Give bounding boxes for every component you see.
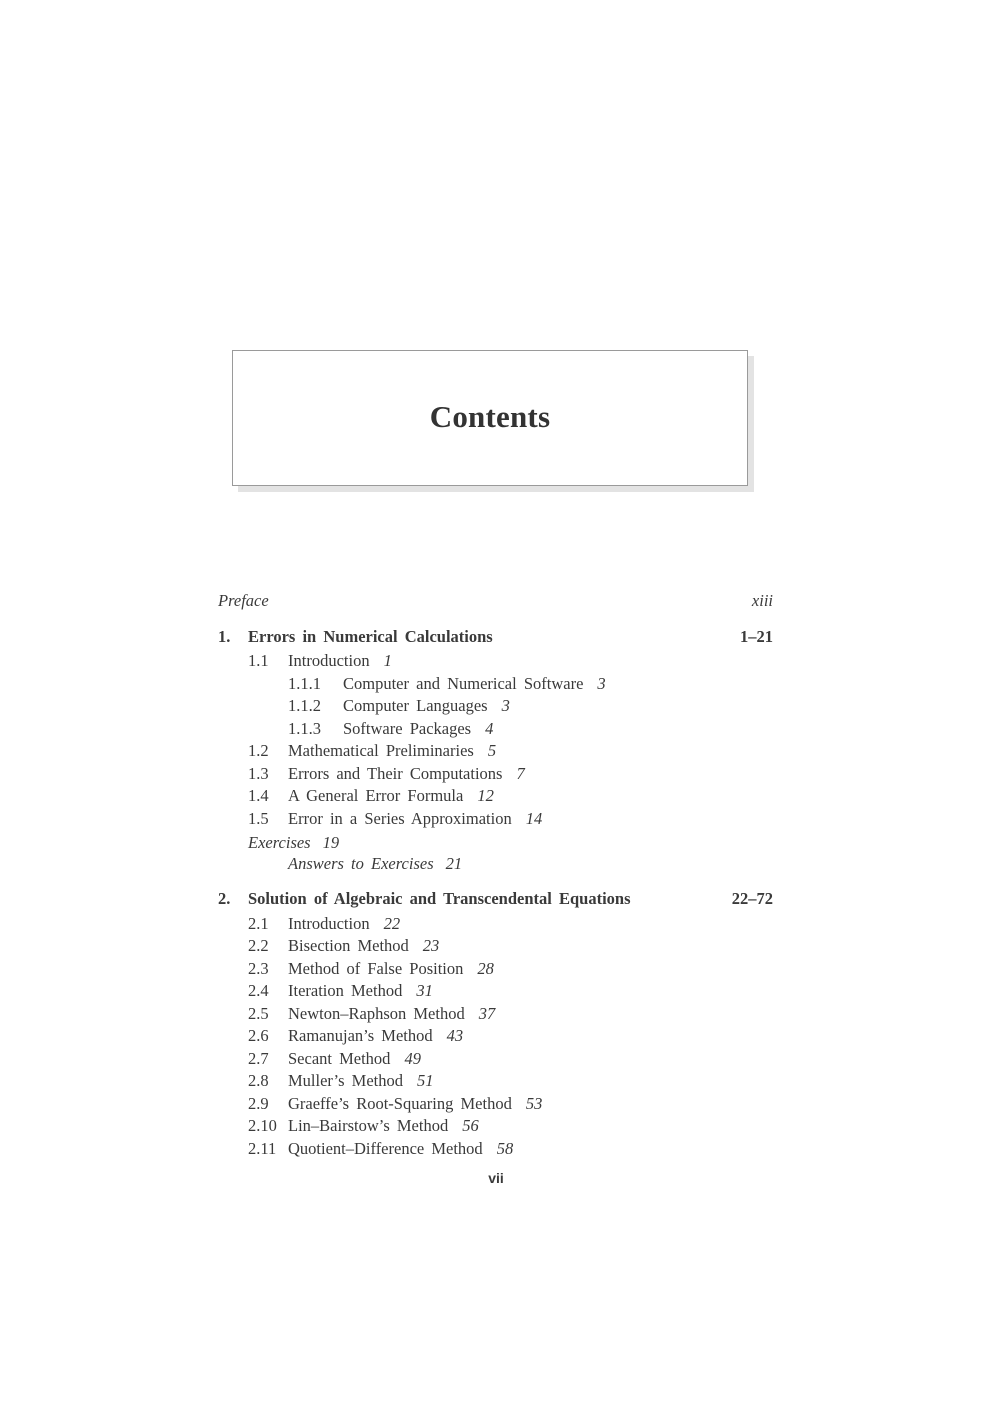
section-number: 2.4 <box>248 981 269 1000</box>
section-title: Quotient–Difference Method <box>288 1139 483 1158</box>
chapter-title: Errors in Numerical Calculations <box>248 627 493 646</box>
toc-section[interactable] <box>0 1025 992 1047</box>
preface-label: Preface <box>218 591 269 610</box>
section-title: Computer and Numerical Software <box>343 674 584 693</box>
title-box <box>232 350 748 486</box>
section-title: Mathematical Preliminaries <box>288 741 474 760</box>
section-page: 4 <box>485 719 494 738</box>
toc-section[interactable] <box>0 740 992 762</box>
section-number: 1.5 <box>248 809 269 828</box>
toc-chapter-1[interactable] <box>0 626 992 648</box>
chapter-title: Solution of Algebraic and Transcendental Equations <box>248 889 631 908</box>
toc-preface[interactable] <box>0 590 992 612</box>
section-page: 53 <box>525 1094 543 1113</box>
section-page: 1 <box>383 651 392 670</box>
page-title: Contents <box>429 399 551 434</box>
toc-exercises[interactable] <box>0 832 992 854</box>
section-number: 2.11 <box>248 1139 277 1158</box>
toc-section[interactable] <box>0 1070 992 1092</box>
section-number: 2.1 <box>248 914 269 933</box>
toc-section[interactable] <box>0 1093 992 1115</box>
toc-section[interactable] <box>0 1115 992 1137</box>
page-number: vii <box>488 1170 504 1186</box>
answers-label: Answers to Exercises <box>288 854 434 873</box>
section-page: 49 <box>404 1049 421 1068</box>
section-number: 1.1.1 <box>288 674 321 693</box>
section-title: Introduction <box>288 651 370 670</box>
exercises-label: Exercises <box>248 833 311 852</box>
section-page: 3 <box>597 674 606 693</box>
toc-section[interactable] <box>0 1138 992 1160</box>
section-page: 5 <box>487 741 497 760</box>
toc-subsection[interactable] <box>0 673 992 695</box>
section-number: 2.6 <box>248 1026 269 1045</box>
section-number: 1.4 <box>248 786 269 805</box>
section-page: 3 <box>501 696 510 715</box>
chapter-pages: 22–72 <box>731 889 773 908</box>
section-page: 28 <box>477 959 494 978</box>
section-number: 2.8 <box>248 1071 269 1090</box>
section-page: 37 <box>478 1004 496 1023</box>
section-title: Ramanujan’s Method <box>288 1026 433 1045</box>
section-number: 2.5 <box>248 1004 269 1023</box>
section-title: Iteration Method <box>288 981 403 1000</box>
section-title: Secant Method <box>288 1049 391 1068</box>
section-title: Software Packages <box>343 719 472 738</box>
section-page: 31 <box>416 981 433 1000</box>
toc-section[interactable] <box>0 650 992 672</box>
section-title: A General Error Formula <box>288 786 464 805</box>
section-page: 12 <box>477 786 494 805</box>
section-title: Errors and Their Computations <box>288 764 503 783</box>
toc-section[interactable] <box>0 935 992 957</box>
toc-section[interactable] <box>0 980 992 1002</box>
toc-section[interactable] <box>0 808 992 830</box>
toc-section[interactable] <box>0 958 992 980</box>
chapter-number: 1. <box>218 627 231 646</box>
section-page: 23 <box>422 936 440 955</box>
toc-subsection[interactable] <box>0 718 992 740</box>
section-number: 1.2 <box>248 741 269 760</box>
section-page: 43 <box>446 1026 464 1045</box>
section-number: 1.1 <box>248 651 269 670</box>
section-page: 14 <box>525 809 543 828</box>
section-title: Computer Languages <box>343 696 488 715</box>
section-number: 2.9 <box>248 1094 269 1113</box>
section-number: 2.3 <box>248 959 269 978</box>
toc-section[interactable] <box>0 1003 992 1025</box>
section-number: 1.1.3 <box>288 719 321 738</box>
toc-section[interactable] <box>0 913 992 935</box>
toc-answers[interactable] <box>0 853 992 875</box>
toc-subsection[interactable] <box>0 695 992 717</box>
toc-section[interactable] <box>0 1048 992 1070</box>
chapter-pages: 1–21 <box>740 627 773 646</box>
section-title: Graeffe’s Root-Squaring Method <box>288 1094 512 1113</box>
section-number: 2.7 <box>248 1049 269 1068</box>
section-title: Muller’s Method <box>288 1071 403 1090</box>
section-page: 7 <box>516 764 525 783</box>
toc-section[interactable] <box>0 763 992 785</box>
chapter-number: 2. <box>218 889 231 908</box>
section-number: 2.10 <box>248 1116 277 1135</box>
section-title: Lin–Bairstow’s Method <box>288 1116 449 1135</box>
section-title: Introduction <box>288 914 370 933</box>
toc-section[interactable] <box>0 785 992 807</box>
preface-page: xiii <box>751 591 773 610</box>
section-page: 51 <box>416 1071 434 1090</box>
answers-page: 21 <box>445 854 463 873</box>
section-page: 58 <box>496 1139 514 1158</box>
section-page: 56 <box>462 1116 479 1135</box>
section-number: 1.3 <box>248 764 269 783</box>
section-title: Error in a Series Approximation <box>288 809 512 828</box>
section-title: Bisection Method <box>288 936 409 955</box>
section-page: 22 <box>383 914 401 933</box>
exercises-page: 19 <box>322 833 340 852</box>
section-number: 2.2 <box>248 936 269 955</box>
section-number: 1.1.2 <box>288 696 321 715</box>
toc-chapter-2[interactable] <box>0 888 992 910</box>
section-title: Method of False Position <box>288 959 464 978</box>
section-title: Newton–Raphson Method <box>288 1004 465 1023</box>
